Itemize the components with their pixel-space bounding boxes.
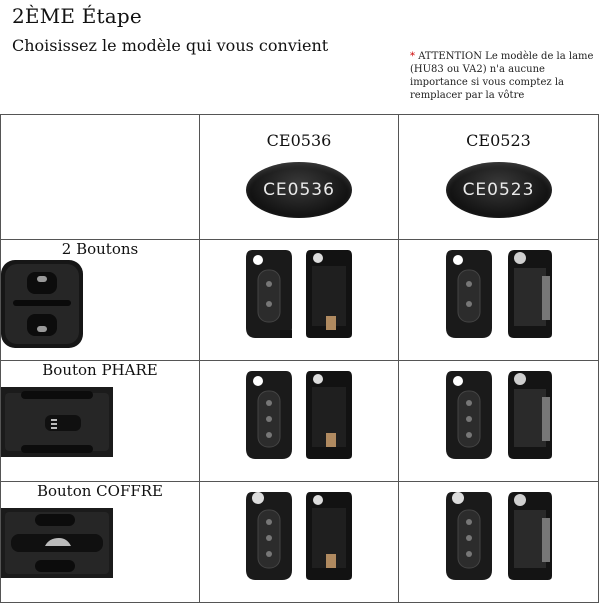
key-front-icon	[244, 246, 294, 342]
key-front-icon	[444, 246, 494, 342]
model-selection-table	[0, 114, 599, 603]
trunk-button-pad-photo	[1, 508, 113, 578]
key-back-icon	[504, 367, 554, 463]
attention-text: ATTENTION Le modèle de la lame (HU83 ou VA2) n'a aucune importance si vous comptez la remplacer par la vôtre	[410, 51, 594, 101]
key-cell-ce0523-2-boutons[interactable]	[399, 240, 599, 361]
step-title: 2ÈME Étape	[12, 4, 142, 28]
attention-note	[410, 50, 595, 102]
row-2-boutons	[1, 240, 200, 361]
key-cell-ce0523-bouton-phare[interactable]	[399, 361, 599, 482]
key-back-icon	[504, 488, 554, 584]
row-label: Bouton COFFRE	[36, 482, 164, 500]
model-badge: CE0523	[446, 162, 552, 218]
empty-corner-cell	[1, 115, 200, 240]
subtitle: Choisissez le modèle qui vous convient	[12, 36, 329, 55]
key-back-icon	[304, 367, 354, 463]
model-column-ce0536[interactable]	[200, 115, 399, 240]
key-front-icon	[244, 367, 294, 463]
key-cell-ce0523-bouton-coffre[interactable]	[399, 482, 599, 603]
key-back-icon	[304, 246, 354, 342]
key-front-icon	[444, 367, 494, 463]
row-bouton-phare	[1, 361, 200, 482]
key-cell-ce0536-2-boutons[interactable]	[200, 240, 399, 361]
model-column-ce0523[interactable]	[399, 115, 599, 240]
headlight-button-pad-photo	[1, 387, 113, 457]
key-front-icon	[444, 488, 494, 584]
key-cell-ce0536-bouton-coffre[interactable]	[200, 482, 399, 603]
row-bouton-coffre	[1, 482, 200, 603]
column-label: CE0523	[466, 131, 531, 150]
model-badge: CE0536	[246, 162, 352, 218]
key-cell-ce0536-bouton-phare[interactable]	[200, 361, 399, 482]
attention-star: *	[410, 51, 415, 62]
column-label: CE0536	[266, 131, 332, 150]
key-front-icon	[244, 488, 294, 584]
key-back-icon	[504, 246, 554, 342]
two-button-pad-photo	[1, 260, 83, 348]
row-label: 2 Boutons	[61, 240, 139, 258]
row-label: Bouton PHARE	[42, 361, 158, 379]
key-back-icon	[304, 488, 354, 584]
